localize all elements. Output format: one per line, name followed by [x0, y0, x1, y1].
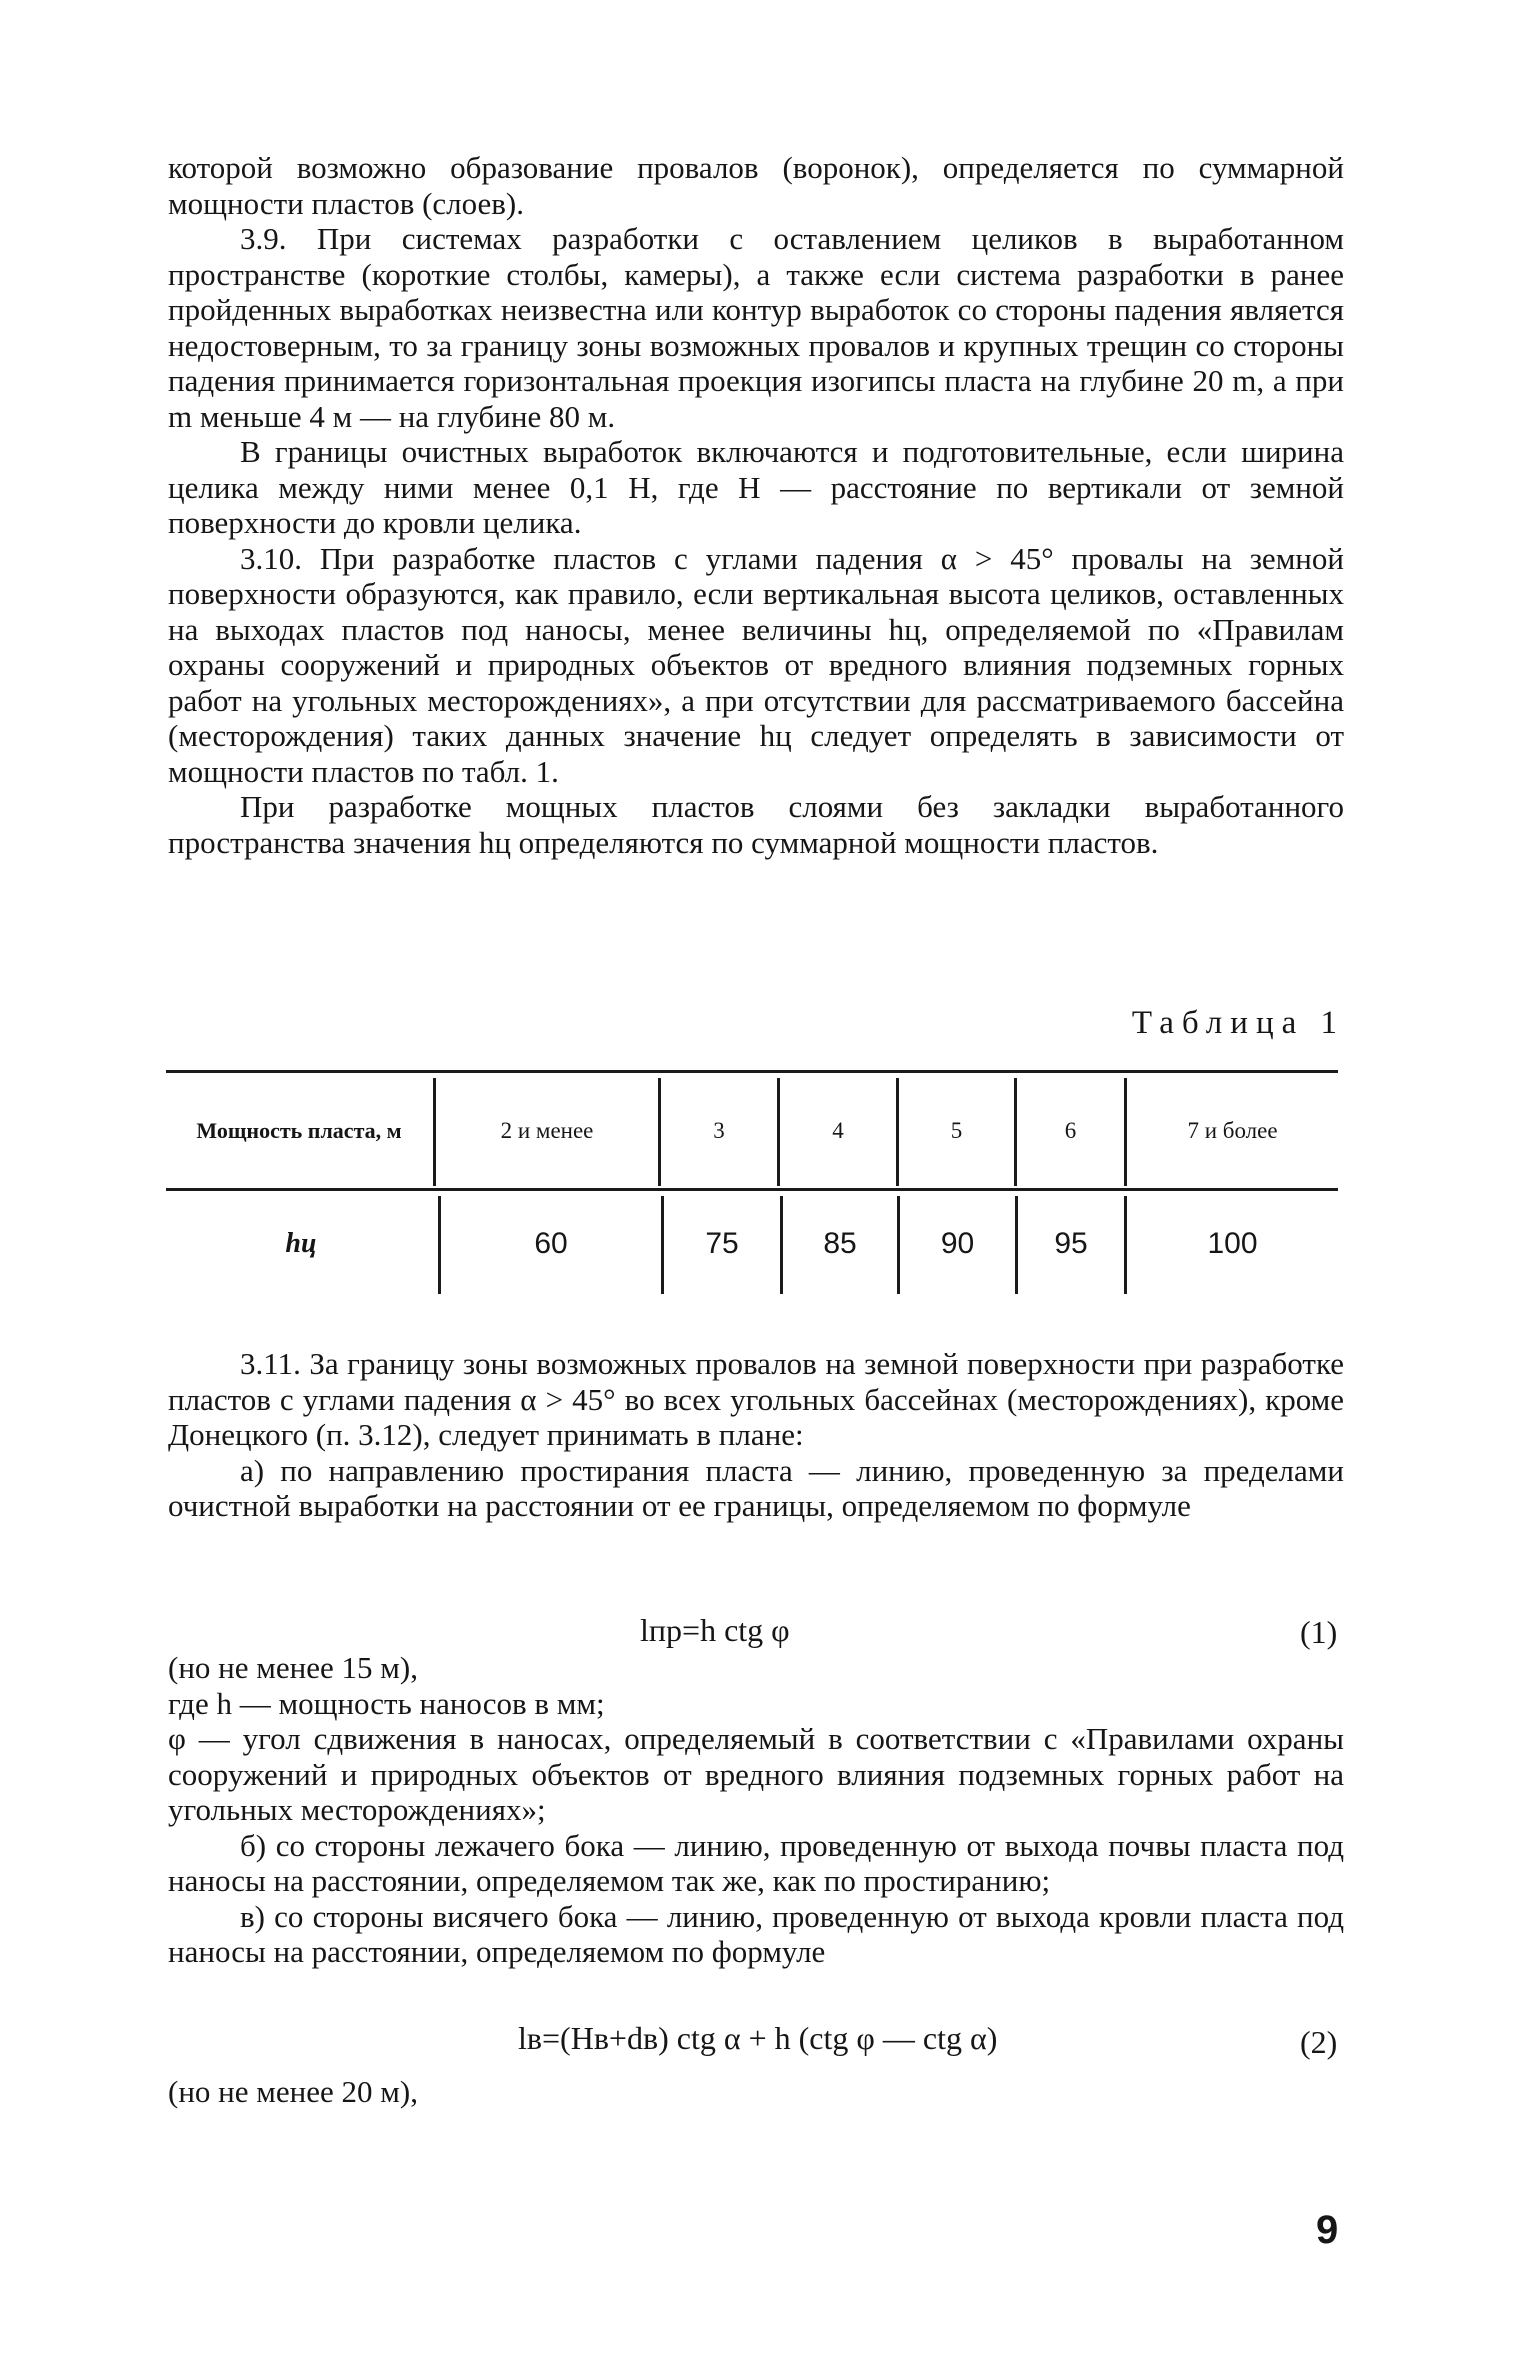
- line-min-20: (но не менее 20 м),: [168, 2074, 418, 2109]
- page-number: 9: [1316, 2208, 1339, 2252]
- table-header-thickness: Мощность пласта, м: [196, 1118, 402, 1143]
- line-where-h: где h — мощность наносов в мм;: [168, 1685, 605, 1721]
- table-cell: 100: [1207, 1227, 1258, 1260]
- formula-1-number: (1): [1300, 1614, 1338, 1650]
- formula-2-number: (2): [1300, 2024, 1338, 2060]
- paragraph-3-10: 3.10. При разработке пластов с углами падения α > 45° провалы на земной поверхности образуются, как правило, если вертикальная высота целиков, оставленных на выходах пластов под наносы, менее величины hц, определяемой по «Правилам охраны сооружений и природных объектов от вредного влияния подземных горных работ на угольных месторождениях», а при отсутствии для рассматриваемого бассейна (месторождения) таких данных значение hц следует определять в зависимости от мощности пластов по табл. 1.: [168, 540, 1344, 789]
- table-col-header: 7 и более: [1187, 1118, 1278, 1143]
- text-block-after-formula-2: [168, 2074, 1344, 2110]
- text-block-after-formula-1: [168, 1650, 1344, 1970]
- table-cell: 90: [940, 1227, 975, 1260]
- text-block-top: [168, 150, 1344, 860]
- table-cell: 95: [1054, 1227, 1088, 1260]
- paragraph-continuation: которой возможно образование провалов (воронок), определяется по суммарной мощности пластов (слоев).: [168, 150, 1344, 221]
- formula-2: lв=(Hв+dв) ctg α + h (ctg φ — ctg α): [518, 2020, 998, 2056]
- formula-1: lпр=h ctg φ: [640, 1612, 790, 1648]
- table-col-header: 3: [713, 1118, 725, 1143]
- table-row-label-hc: hц: [285, 1228, 317, 1259]
- paragraph-3-11: 3.11. За границу зоны возможных провалов на земной поверхности при разработке пластов с углами падения α > 45° во всех угольных бассейнах (месторождениях), кроме Донецкого (п. 3.12), следует принимать в плане:: [168, 1346, 1344, 1452]
- paragraph-3-9: 3.9. При системах разработки с оставлением целиков в выработанном пространстве (короткие столбы, камеры), а также если система разработки в ранее пройденных выработках неизвестна или контур выработок со стороны падения является недостоверным, то за границу зоны возможных провалов и крупных трещин со стороны падения принимается горизонтальная проекция изогипсы пласта на глубине 20 m, а при m меньше 4 м — на глубине 80 м.: [168, 221, 1344, 434]
- table-cell: 85: [823, 1227, 857, 1260]
- text-block-bottom: [168, 1346, 1344, 1524]
- table-col-header: 4: [832, 1118, 844, 1143]
- paragraph-thick-seams: При разработке мощных пластов слоями без закладки выработанного пространства значения hц определяются по суммарной мощности пластов.: [168, 789, 1344, 860]
- table-col-header: 2 и менее: [500, 1118, 594, 1143]
- line-min-15: (но не менее 15 м),: [168, 1650, 418, 1685]
- table-caption: Таблица 1: [1131, 1005, 1345, 1041]
- table-mid-rule: [166, 1188, 1338, 1191]
- table-col-header: 6: [1064, 1118, 1077, 1143]
- table-1: [166, 1068, 1338, 1296]
- table-cell: 75: [705, 1227, 739, 1260]
- table-top-rule: [166, 1070, 1338, 1073]
- paragraph-item-b: б) со стороны лежачего бока — линию, проведенную от выхода почвы пласта под наносы на расстоянии, определяемом так же, как по простиранию;: [168, 1827, 1344, 1898]
- table-cell: 60: [534, 1227, 568, 1260]
- table-col-header: 5: [950, 1118, 963, 1143]
- paragraph-phi: φ — угол сдвижения в наносах, определяемый в соответствии с «Правилами охраны сооружений и природных объектов от вредного влияния подземных горных работ на угольных месторождениях»;: [168, 1721, 1344, 1827]
- paragraph-boundaries: В границы очистных выработок включаются и подготовительные, если ширина целика между ними менее 0,1 H, где H — расстояние по вертикали от земной поверхности до кровли целика.: [168, 434, 1344, 540]
- paragraph-item-v: в) со стороны висячего бока — линию, проведенную от выхода кровли пласта под наносы на расстоянии, определяемом по формуле: [168, 1898, 1344, 1969]
- paragraph-item-a: а) по направлению простирания пласта — линию, проведенную за пределами очистной выработки на расстоянии от ее границы, определяемом по формуле: [168, 1452, 1344, 1523]
